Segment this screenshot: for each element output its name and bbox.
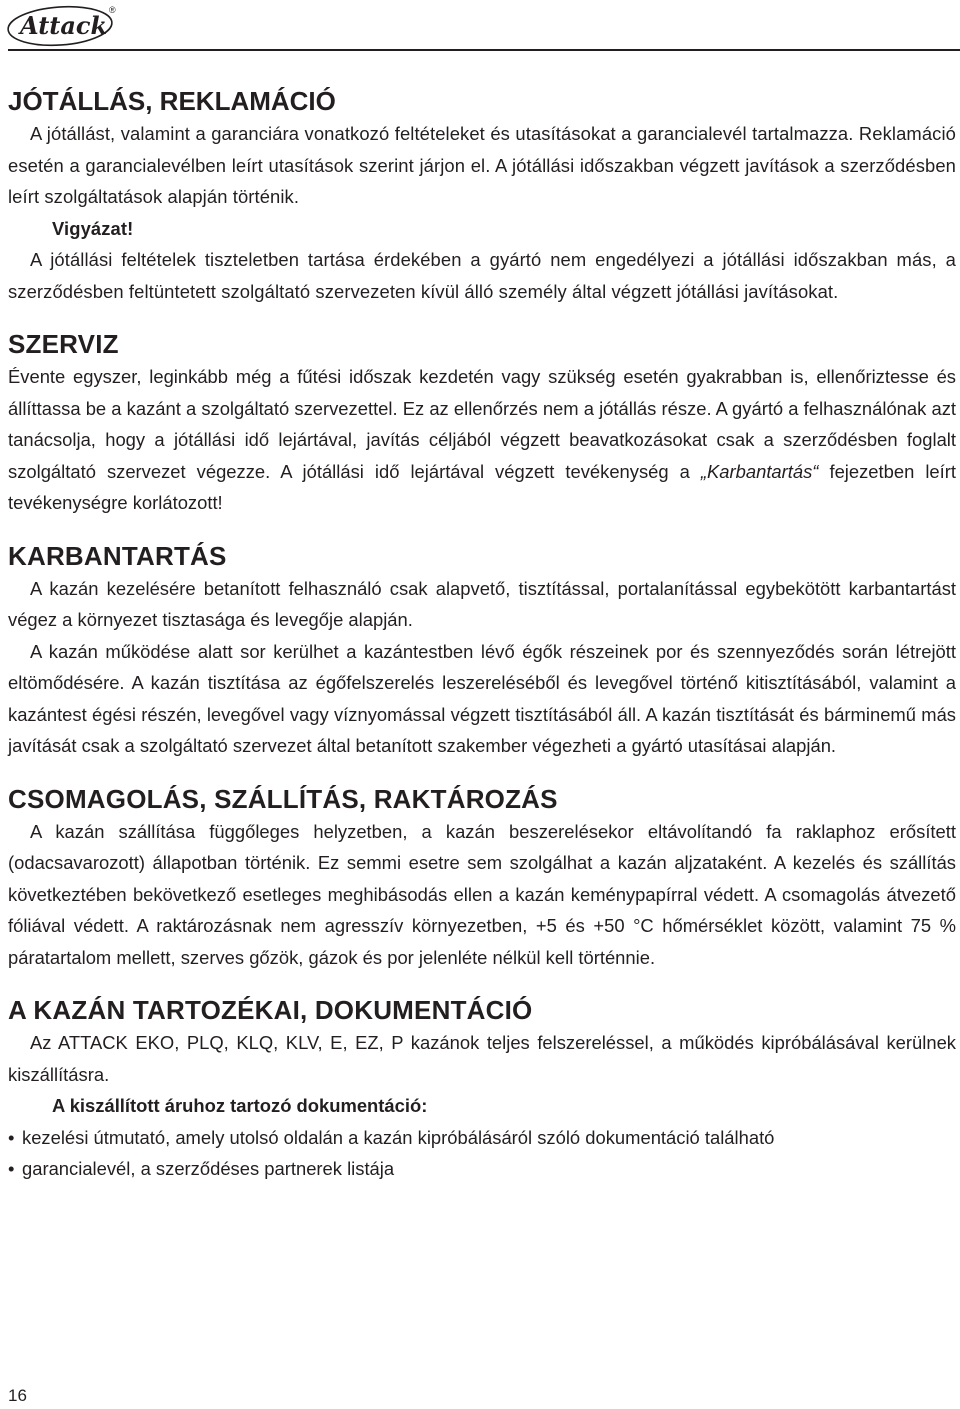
section-title-tartozekai: A KAZÁN TARTOZÉKAI, DOKUMENTÁCIÓ [8, 995, 533, 1025]
section-title-csomagolas: CSOMAGOLÁS, SZÁLLÍTÁS, RAKTÁROZÁS [8, 783, 558, 814]
list-item-text: kezelési útmutató, amely utolsó oldalán a kazán kipróbálásáról szóló dokumentáció található [22, 1126, 775, 1148]
bullet-icon: • [8, 1158, 15, 1179]
section-title-karbantartas: KARBANTARTÁS [8, 540, 227, 571]
karbantartas-reference: „Karbantartás“ [700, 460, 819, 482]
jotallas-paragraph-1: A jótállást, valamint a garanciára vonatkozó feltételeket és utasításokat a garancialevél tartalmazza. Reklamáció esetén a garancialevélben leírt utasítások szerint járjon el. A jótállási időszakban végzett javítások a szerződésben leírt szolgáltatások alapján történik. [8, 123, 956, 207]
szerviz-paragraph-1 [8, 361, 956, 519]
section-title-szerviz: SZERVIZ [8, 329, 119, 359]
documentation-list [8, 1122, 956, 1185]
section-csomagolas [8, 782, 956, 974]
section-title-jotallas: JÓTÁLLÁS, REKLAMÁCIÓ [8, 86, 336, 116]
section-jotallas [8, 84, 956, 307]
page-number: 16 [8, 1386, 27, 1405]
warning-label: Vigyázat! [52, 217, 134, 239]
list-item [8, 1153, 956, 1185]
section-tartozekai [8, 993, 956, 1185]
section-karbantartas [8, 539, 956, 762]
karbantartas-paragraph-2: A kazán működése alatt sor kerülhet a kazántestben lévő égők részeinek por és szennyeződés során létrejött eltömődésére. A kazán tisztítása az égőfelszerelés leszereléséből és levegővel történő kitisztításából, valamint a kazántest égési részén, levegővel vagy víznyomással végzett tisztításából áll. A kazán tisztítását és bárminemű más javítását csak a szolgáltató szervezet által betanított szakember végezheti a gyártó utasításai alapján. [8, 640, 956, 756]
attack-logo [6, 2, 118, 48]
jotallas-paragraph-2: A jótállási feltételek tiszteletben tartása érdekében a gyártó nem engedélyezi a jótállási időszakban más, a szerződésben feltüntetett szolgáltató szervezeten kívül álló személy által végzett jótállási javításokat. [8, 249, 956, 302]
section-szerviz [8, 327, 956, 519]
list-item [8, 1122, 956, 1154]
documentation-label: A kiszállított áruhoz tartozó dokumentáció: [52, 1095, 428, 1116]
page-content [8, 84, 956, 1205]
karbantartas-paragraph-1: A kazán kezelésére betanított felhasználó csak alapvető, tisztítással, portalanítással egybekötött karbantartást végez a környezet tisztasága és levegője alapján. [8, 577, 956, 630]
csomagolas-paragraph-1: A kazán szállítása függőleges helyzetben, a kazán beszerelésekor eltávolítandó fa raklaphoz erősített (odacsavarozott) állapotban történik. Ez semmi esetre sem szolgálhat a kazán aljzataként. A kezelés és szállítás következtében bekövetkező esetleges meghibásodás ellen a kazán keménypapírral védett. A csomagolás átvezető fóliával védett. A raktározásnak nem agresszív környezetben, +5 és +50 °C hőmérséklet között, valamint 75 % páratartalom mellett, szerves gőzök, gázok és por jelenléte nélkül kell történnie. [8, 820, 956, 968]
attack-logo-graphic [6, 2, 118, 48]
header-rule [8, 49, 960, 51]
page-header [0, 0, 960, 56]
tartozekai-paragraph-1: Az ATTACK EKO, PLQ, KLQ, KLV, E, EZ, P kazánok teljes felszereléssel, a működés kipróbálásával kerülnek kiszállításra. [8, 1032, 956, 1085]
bullet-icon: • [8, 1126, 15, 1148]
logo-text: Attack [20, 11, 108, 40]
szerviz-text-end: fejezetben leírt tevékenységre korlátozott! [8, 460, 956, 513]
list-item-text: garancialevél, a szerződéses partnerek listája [22, 1158, 395, 1179]
registered-mark: ® [109, 5, 116, 15]
szerviz-text-start: Évente egyszer, leginkább még a fűtési időszak kezdetén vagy szükség esetén gyakrabban is, ellenőriztesse és állíttassa be a kazánt a szolgáltató szervezettel. Ez az ellenőrzés nem a jótállás része. A gyártó a felhasználónak azt tanácsolja, hogy a jótállási idő lejártával, javítás céljából végzett beavatkozásokat csak a szerződésben foglalt szolgáltató szervezet végezze. A jótállási idő lejártával végzett tevékenység a [8, 366, 956, 482]
